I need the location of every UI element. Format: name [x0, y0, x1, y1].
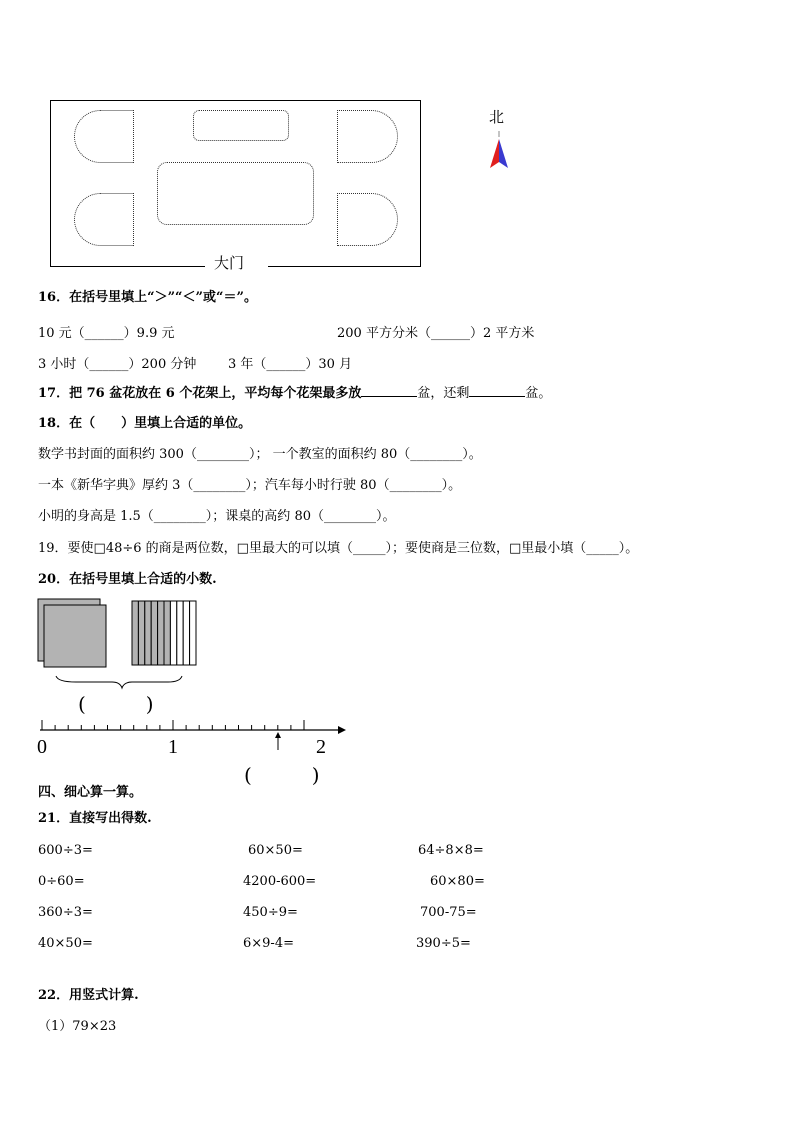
strip — [170, 601, 176, 665]
strip — [183, 601, 189, 665]
strip — [132, 601, 138, 665]
map-room-top-center — [193, 110, 289, 141]
number-line — [36, 718, 346, 742]
compass-arrow-icon — [488, 131, 510, 171]
q21-title: 21．直接写出得数. — [38, 811, 152, 826]
q16-item-c: 3 小时（______）200 分钟 — [38, 357, 197, 372]
calc-item: 390÷5= — [416, 936, 471, 951]
calc-item: 0÷60= — [38, 874, 85, 889]
q19-text: 19．要使□48÷6 的商是两位数，□里最大的可以填（_____）；要使商是三位数，□里最小填（_____）。 — [38, 541, 639, 556]
q17-text-3: 盆。 — [525, 386, 552, 401]
q17-text-1: 17．把 76 盆花放在 6 个花架上，平均每个花架最多放 — [38, 386, 362, 401]
strip — [151, 601, 157, 665]
decimal-squares-figure — [36, 598, 206, 690]
q18-title: 18．在（ ）里填上合适的单位。 — [38, 416, 252, 431]
tick-label-0: 0 — [37, 736, 47, 758]
calc-item: 600÷3= — [38, 843, 93, 858]
map-room-center — [157, 162, 314, 225]
calc-item: 360÷3= — [38, 905, 93, 920]
strip — [138, 601, 144, 665]
q16-title: 16．在括号里填上“＞”“＜”或“＝”。 — [38, 290, 257, 305]
strip — [145, 601, 151, 665]
q16-item-d: 3 年（______）30 月 — [228, 357, 353, 372]
map-room-top-left — [74, 110, 134, 163]
tick-label-2: 2 — [316, 736, 326, 758]
q18-line-2: 一本《新华字典》厚约 3（________）；汽车每小时行驶 80（________）。 — [38, 478, 462, 493]
q17-answer-blank-1[interactable] — [361, 384, 417, 397]
strip — [190, 601, 196, 665]
q22-title: 22．用竖式计算. — [38, 988, 139, 1003]
calc-item: 64÷8×8= — [418, 843, 484, 858]
calc-item: 6×9-4= — [243, 936, 294, 951]
q17-line — [38, 384, 551, 403]
q18-line-3: 小明的身高是 1.5（________）；课桌的高约 80（________）。 — [38, 509, 396, 524]
map-room-bottom-right — [337, 193, 398, 246]
calc-item: 60×50= — [248, 843, 303, 858]
calc-item: 700-75= — [420, 905, 477, 920]
q20-answer-paren-lower[interactable]: ( ) — [244, 763, 320, 787]
calc-item: 4200-600= — [243, 874, 317, 889]
gate-label: 大门 — [214, 254, 245, 272]
q17-text-2: 盆，还剩 — [417, 386, 470, 401]
strip — [177, 601, 183, 665]
map-room-bottom-left — [74, 193, 134, 246]
q16-item-b: 200 平方分米（______）2 平方米 — [337, 326, 535, 341]
strip — [158, 601, 164, 665]
q17-answer-blank-2[interactable] — [469, 384, 525, 397]
q20-answer-paren-upper[interactable]: ( ) — [78, 692, 154, 716]
q18-line-1: 数学书封面的面积约 300（________）； 一个教室的面积约 80（________）。 — [38, 447, 482, 462]
q16-item-a: 10 元（______）9.9 元 — [38, 326, 175, 341]
number-line-pointer-arrow-icon — [273, 732, 283, 750]
tick-label-1: 1 — [168, 736, 178, 758]
calc-item: 60×80= — [430, 874, 485, 889]
strip — [164, 601, 170, 665]
section-4-title: 四、细心算一算。 — [38, 785, 143, 800]
q20-title: 20．在括号里填上合适的小数. — [38, 572, 217, 587]
calc-item: 450÷9= — [243, 905, 298, 920]
north-label: 北 — [489, 108, 505, 126]
calc-item: 40×50= — [38, 936, 93, 951]
q22-item-1: （1）79×23 — [38, 1019, 117, 1034]
map-room-top-right — [337, 110, 398, 163]
